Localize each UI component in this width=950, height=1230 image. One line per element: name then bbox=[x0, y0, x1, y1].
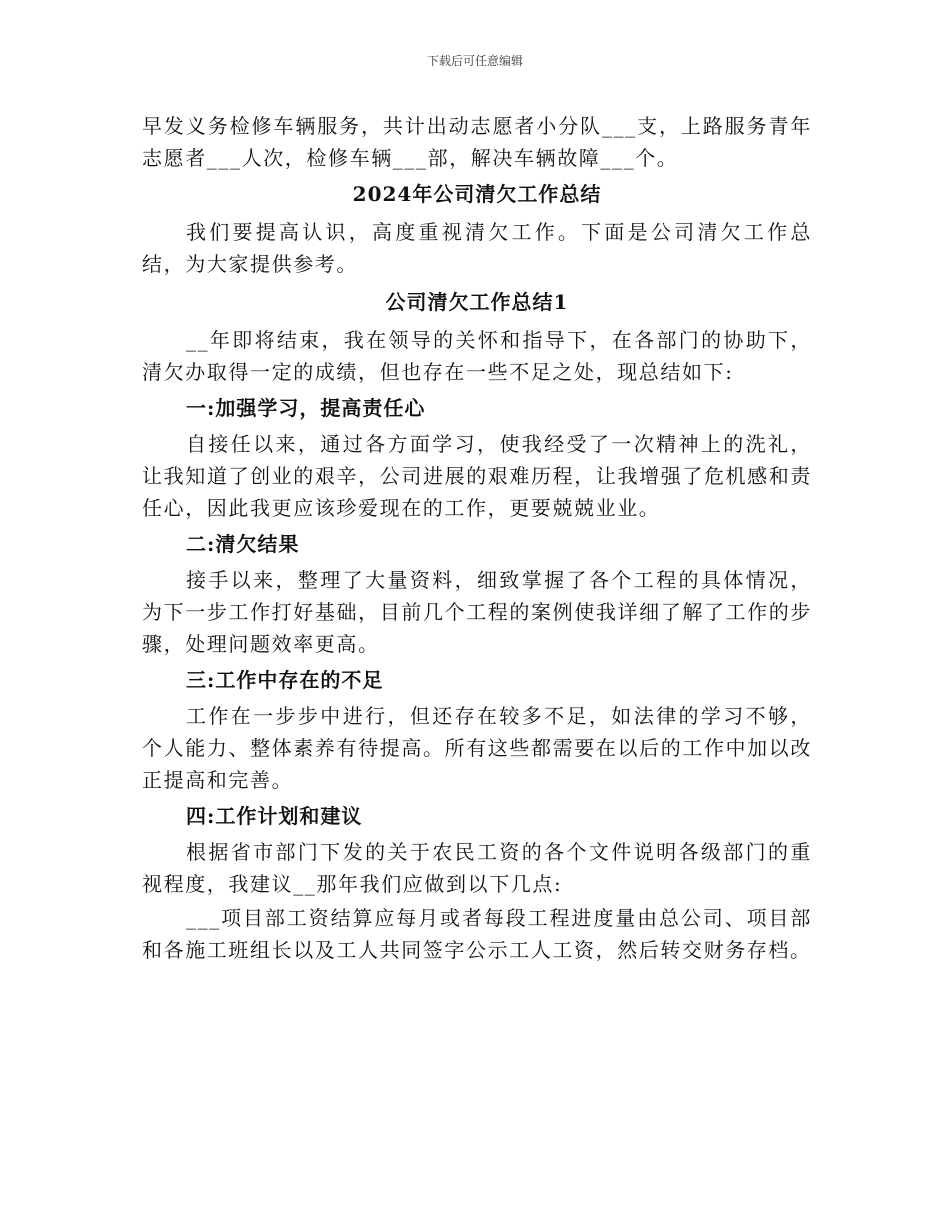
intro-paragraph: 早发义务检修车辆服务，共计出动志愿者小分队___支，上路服务青年志愿者___人次，检修车辆___部，解决车辆故障___个。 bbox=[142, 114, 812, 170]
section-heading-4: 四:工作计划和建议 bbox=[186, 804, 363, 828]
section-heading-3: 三:工作中存在的不足 bbox=[186, 668, 384, 692]
section-4-paragraph-1: 根据省市部门下发的关于农民工资的各个文件说明各级部门的重视程度，我建议__那年我们应做到以下几点: bbox=[142, 840, 812, 896]
section-3-paragraph: 工作在一步步中进行，但还存在较多不足，如法律的学习不够，个人能力、整体素养有待提高。所有这些都需要在以后的工作中加以改正提高和完善。 bbox=[142, 704, 812, 792]
opening-paragraph: __年即将结束，我在领导的关怀和指导下，在各部门的协助下，清欠办取得一定的成绩，但也存在一些不足之处，现总结如下: bbox=[142, 328, 812, 384]
section-heading-2: 二:清欠结果 bbox=[186, 532, 300, 556]
document-title: 2024年公司清欠工作总结 bbox=[352, 182, 602, 206]
lead-paragraph: 我们要提高认识，高度重视清欠工作。下面是公司清欠工作总结，为大家提供参考。 bbox=[142, 220, 812, 276]
section-heading-1: 一:加强学习，提高责任心 bbox=[186, 396, 426, 420]
section-1-paragraph: 自接任以来，通过各方面学习，使我经受了一次精神上的洗礼，让我知道了创业的艰辛，公司进展的艰难历程，让我增强了危机感和责任心，因此我更应该珍爱现在的工作，更要兢兢业业。 bbox=[142, 432, 812, 520]
document-body bbox=[142, 110, 812, 968]
section-4-paragraph-2: ___项目部工资结算应每月或者每段工程进度量由总公司、项目部和各施工班组长以及工人共同签字公示工人工资，然后转交财务存档。 bbox=[142, 906, 812, 962]
section-2-paragraph: 接手以来，整理了大量资料，细致掌握了各个工程的具体情况，为下一步工作打好基础，目前几个工程的案例使我详细了解了工作的步骤，处理问题效率更高。 bbox=[142, 568, 812, 656]
header-note: 下载后可任意编辑 bbox=[426, 54, 523, 68]
document-subtitle: 公司清欠工作总结1 bbox=[385, 290, 569, 314]
